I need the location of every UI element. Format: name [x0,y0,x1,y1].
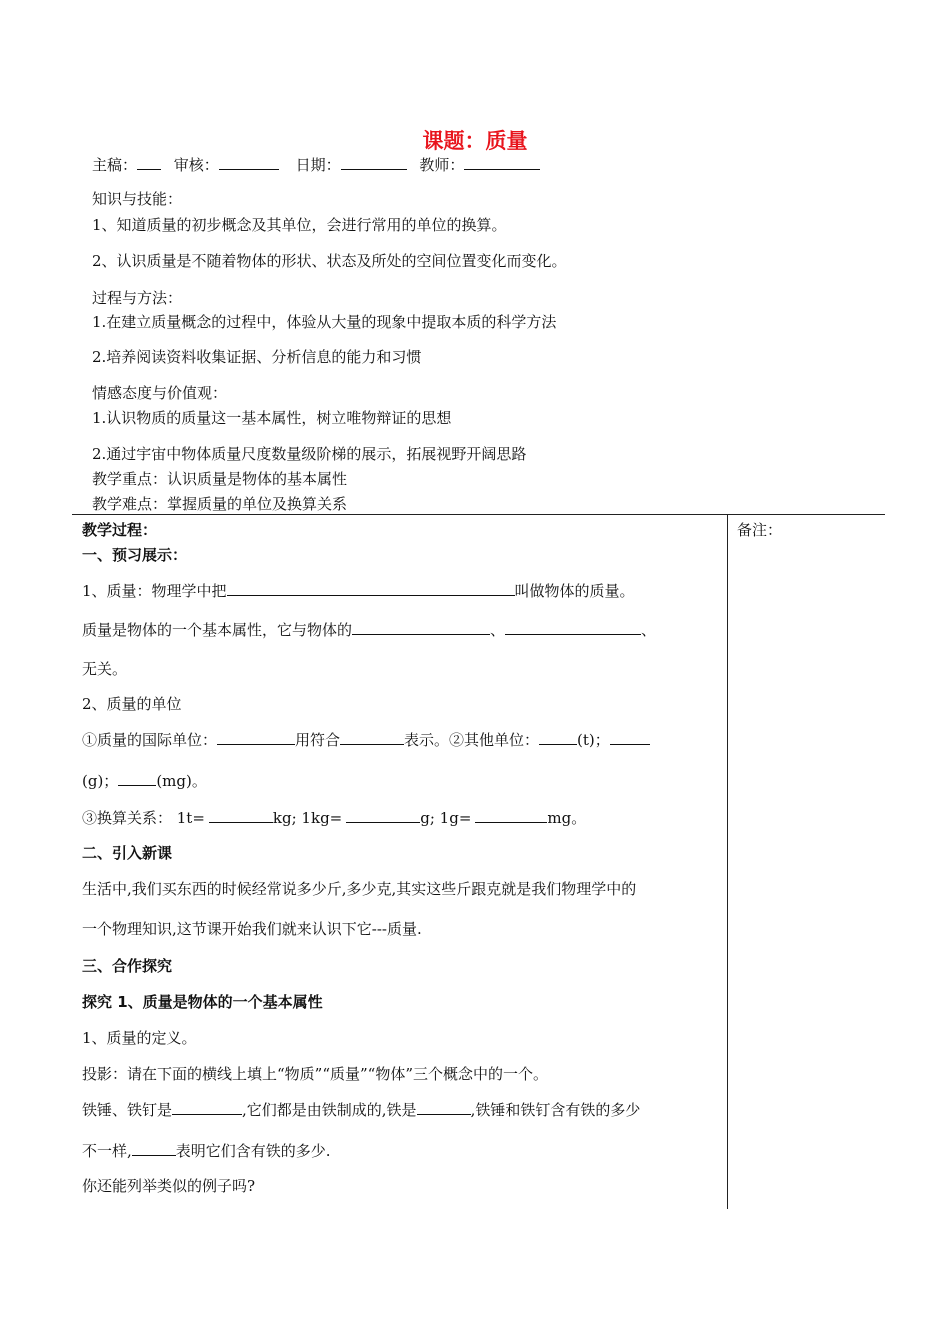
teacher-label: 教师： [419,156,465,174]
process-item-2: 2.培养阅读资料收集证据、分析信息的能力和习惯 [92,348,422,366]
notes-column-divider [727,514,728,1209]
page-title: 课题：质量 [422,129,528,153]
author-label: 主稿： [92,156,138,174]
difficulty: 教学难点：掌握质量的单位及换算关系 [92,495,348,513]
text: ③换算关系： 1t= [82,809,205,827]
section-2-heading: 二、引入新课 [82,844,173,862]
blank [352,620,490,635]
date-label: 日期： [295,156,341,174]
blank [417,1100,471,1115]
review-label: 审核： [173,156,219,174]
text: kg; 1kg= [272,809,343,827]
blank [610,730,650,745]
blank [118,771,156,786]
text: 叫做物体的质量。 [514,582,635,600]
text: 表示。②其他单位： [404,731,540,749]
s3-subheading: 探究 1、质量是物体的一个基本属性 [82,993,323,1011]
process-heading: 过程与方法： [92,289,183,307]
notes-label: 备注： [737,521,783,539]
s2-paragraph-2: 一个物理知识,这节课开始我们就来认识下它---质量. [82,920,422,938]
text: 不一样, [82,1142,132,1160]
s1-question-2-end: 无关。 [82,660,128,678]
blank [340,730,404,745]
section-1-heading: 一、预习展示： [82,546,188,564]
s3-paragraph-2: 投影：请在下面的横线上填上“物质”“质量”“物体”三个概念中的一个。 [82,1065,549,1083]
blank [172,1100,242,1115]
author-blank [137,155,161,170]
knowledge-item-1: 1、知道质量的初步概念及其单位，会进行常用的单位的换算。 [92,216,507,234]
text: (mg)。 [156,772,207,790]
s1-question-6 [82,807,586,828]
knowledge-item-2: 2、认识质量是不随着物体的形状、状态及所处的空间位置变化而变化。 [92,252,567,270]
text: 表明它们含有铁的多少. [175,1142,331,1160]
text: (t)； [577,731,610,749]
blank [227,581,515,596]
emotion-item-2: 2.通过宇宙中物体质量尺度数量级阶梯的展示，拓展视野开阔思路 [92,445,527,463]
s1-question-5 [82,770,207,791]
s3-paragraph-5: 你还能列举类似的例子吗? [82,1177,256,1195]
emotion-heading: 情感态度与价值观： [92,384,228,402]
process-heading-main: 教学过程： [82,521,158,539]
text: ①质量的国际单位： [82,731,218,749]
blank [132,1141,176,1156]
blank [209,808,273,823]
emotion-item-1: 1.认识物质的质量这一基本属性，树立唯物辩证的思想 [92,409,452,427]
text: (g)； [82,772,119,790]
text: ,它们都是由铁制成的,铁是 [242,1101,417,1119]
table-top-border [72,514,885,515]
s3-paragraph-4 [82,1140,331,1161]
key-point: 教学重点：认识质量是物体的基本属性 [92,470,348,488]
review-blank [219,155,279,170]
blank [539,730,577,745]
meta-line [92,154,540,175]
s2-paragraph-1: 生活中,我们买东西的时候经常说多少斤,多少克,其实这些斤跟克就是我们物理学中的 [82,880,637,898]
date-blank [341,155,407,170]
teacher-blank [464,155,540,170]
text: g; 1g= [420,809,472,827]
s1-question-2 [82,619,656,640]
text: 铁锤、铁钉是 [82,1101,173,1119]
process-item-1: 1.在建立质量概念的过程中，体验从大量的现象中提取本质的科学方法 [92,313,557,331]
text: 质量是物体的一个基本属性，它与物体的 [82,621,353,639]
text: 1、质量：物理学中把 [82,582,227,600]
s1-question-3: 2、质量的单位 [82,695,182,713]
section-3-heading: 三、合作探究 [82,957,173,975]
blank [346,808,420,823]
knowledge-heading: 知识与技能： [92,190,183,208]
s3-paragraph-3 [82,1099,640,1120]
blank [217,730,295,745]
blank [475,808,547,823]
text: ,铁锤和铁钉含有铁的多少 [470,1101,641,1119]
text: 用符合 [295,731,341,749]
text: mg。 [547,809,587,827]
text: 、 [641,621,657,639]
blank [505,620,641,635]
s3-paragraph-1: 1、质量的定义。 [82,1029,197,1047]
s1-question-4 [82,729,650,750]
s1-question-1 [82,580,635,601]
text: 、 [490,621,506,639]
